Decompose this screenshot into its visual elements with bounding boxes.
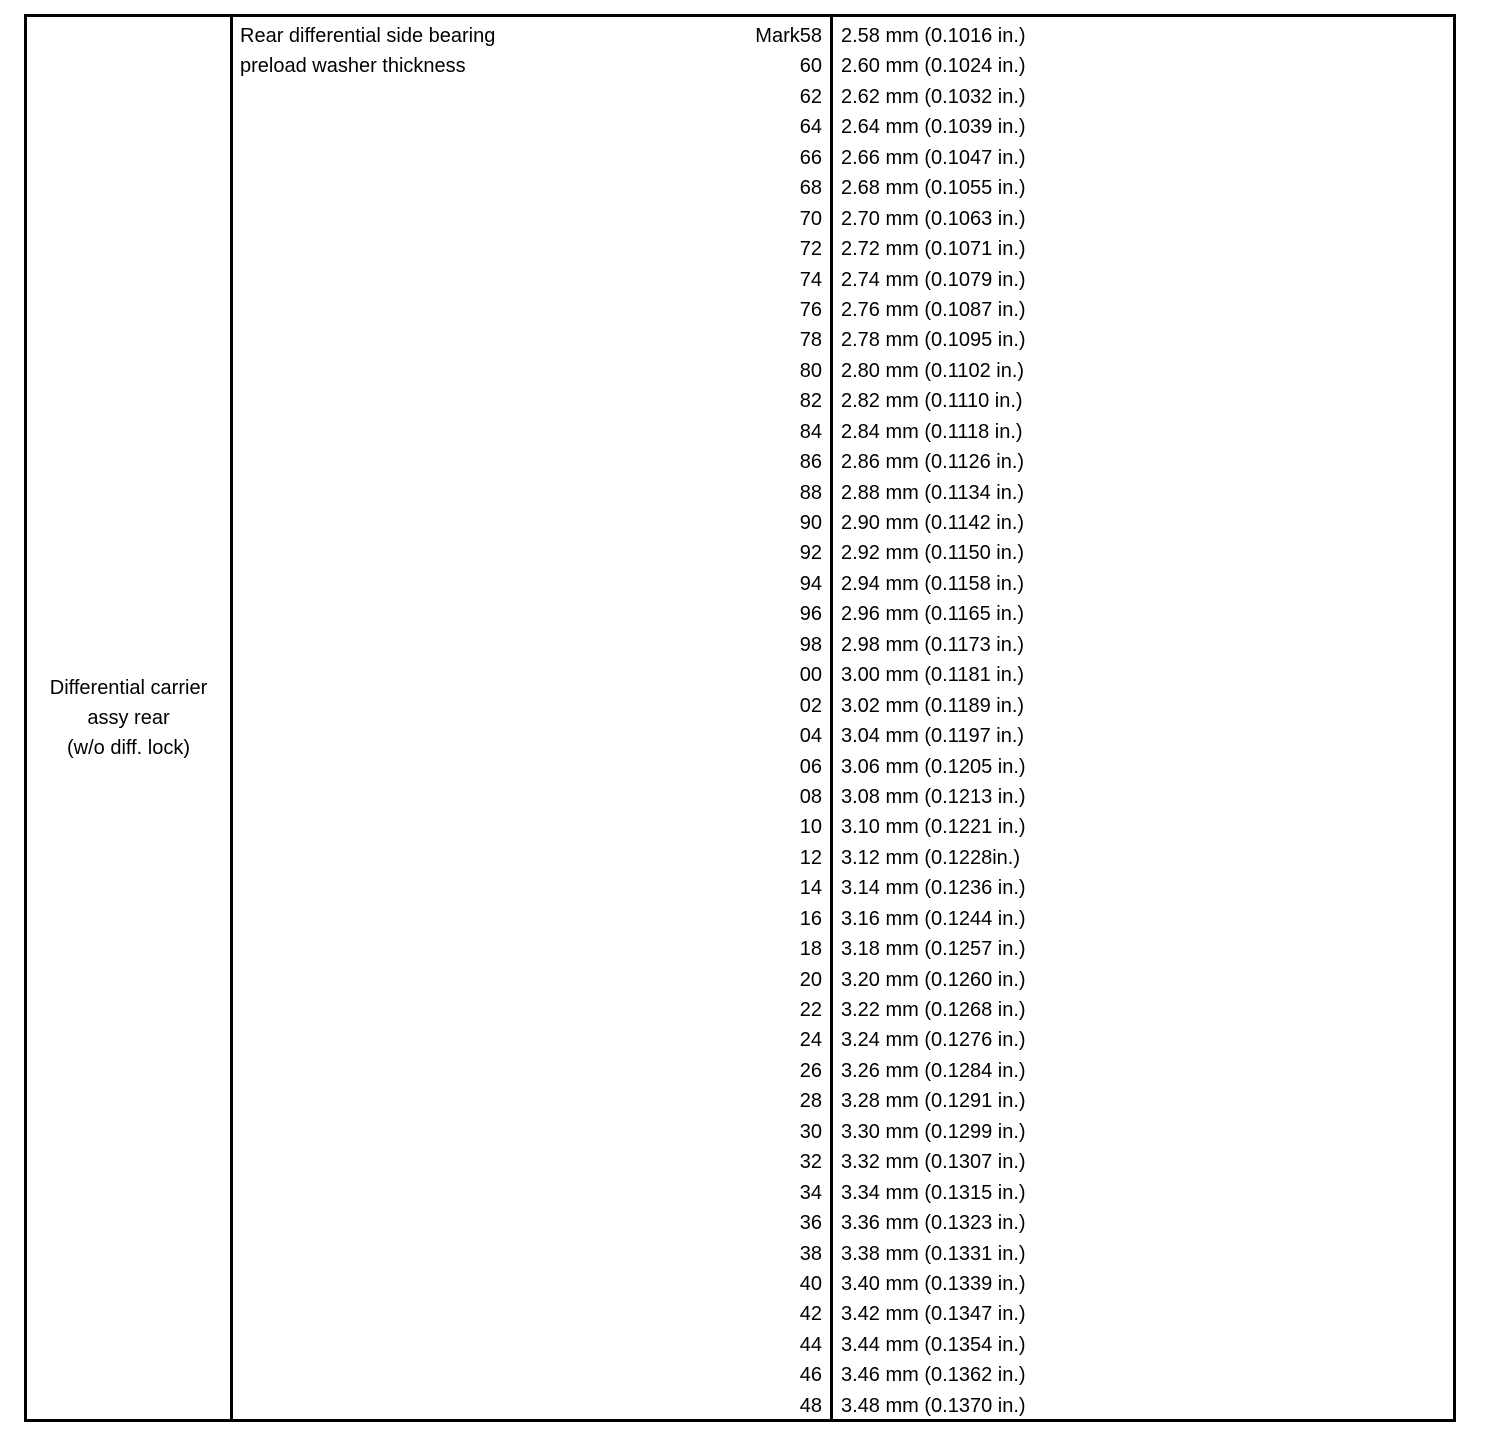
table-row [233, 630, 1453, 660]
table-row [233, 1056, 1453, 1086]
washer-thickness: 2.60 mm (0.1024 in.) [841, 55, 1026, 78]
washer-thickness: 3.36 mm (0.1323 in.) [841, 1212, 1026, 1235]
washer-mark: 68 [799, 177, 822, 200]
washer-mark: 88 [799, 481, 822, 504]
washer-thickness: 2.86 mm (0.1126 in.) [841, 451, 1025, 474]
washer-thickness: 3.46 mm (0.1362 in.) [841, 1364, 1026, 1387]
table-row [233, 1299, 1453, 1329]
table-row [233, 82, 1453, 112]
washer-mark: 74 [799, 268, 822, 291]
washer-thickness: 3.14 mm (0.1236 in.) [841, 877, 1026, 900]
washer-mark: 14 [799, 877, 822, 900]
washer-thickness: 2.58 mm (0.1016 in.) [841, 25, 1026, 47]
washer-thickness: 3.38 mm (0.1331 in.) [841, 1242, 1026, 1265]
washer-mark: 48 [799, 1394, 822, 1417]
washer-thickness: 2.90 mm (0.1142 in.) [841, 512, 1025, 534]
washer-list [233, 21, 1453, 1421]
table-row [233, 112, 1453, 142]
washer-thickness: 3.08 mm (0.1213 in.) [841, 785, 1026, 808]
washer-thickness: 3.02 mm (0.1189 in.) [841, 694, 1025, 717]
table-row [233, 1330, 1453, 1360]
washer-mark: 24 [799, 1029, 822, 1052]
table-row [233, 356, 1453, 386]
table-row [233, 812, 1453, 842]
table-row [233, 721, 1453, 751]
washer-thickness: 3.26 mm (0.1284 in.) [841, 1059, 1026, 1082]
component-name-line: assy rear [87, 707, 170, 729]
washer-mark: 60 [799, 55, 822, 78]
washer-mark: 66 [799, 146, 822, 169]
washer-mark: 04 [799, 725, 822, 748]
washer-thickness: 3.00 mm (0.1181 in.) [841, 664, 1025, 687]
washer-mark: 44 [799, 1333, 822, 1356]
washer-thickness: 2.64 mm (0.1039 in.) [841, 116, 1026, 139]
item-name-line: preload washer thickness [240, 55, 466, 78]
washer-thickness: 3.06 mm (0.1205 in.) [841, 755, 1026, 778]
table-row [233, 1391, 1453, 1421]
table-row [233, 1147, 1453, 1177]
washer-thickness: 2.96 mm (0.1165 in.) [841, 603, 1025, 626]
washer-thickness: 2.94 mm (0.1158 in.) [841, 572, 1025, 595]
spec-table [24, 14, 1456, 1422]
washer-thickness: 3.16 mm (0.1244 in.) [841, 907, 1026, 930]
table-row [233, 782, 1453, 812]
washer-mark: 40 [799, 1272, 822, 1295]
table-row [233, 417, 1453, 447]
table-row [233, 21, 1453, 51]
washer-thickness: 3.10 mm (0.1221 in.) [841, 816, 1026, 839]
table-row [233, 1269, 1453, 1299]
washer-thickness: 3.40 mm (0.1339 in.) [841, 1272, 1026, 1295]
washer-mark: 22 [799, 999, 822, 1021]
table-row [233, 873, 1453, 903]
washer-thickness: 3.28 mm (0.1291 in.) [841, 1090, 1026, 1113]
washer-mark: 10 [799, 816, 822, 839]
washer-thickness: 3.18 mm (0.1257 in.) [841, 938, 1026, 961]
table-row [233, 295, 1453, 325]
table-row [233, 234, 1453, 264]
washer-mark: 86 [799, 451, 822, 474]
washer-mark: 98 [799, 633, 822, 656]
table-row [233, 1208, 1453, 1238]
table-row [233, 965, 1453, 995]
washer-thickness: 2.84 mm (0.1118 in.) [841, 420, 1023, 443]
table-row [233, 325, 1453, 355]
table-row [233, 1360, 1453, 1390]
washer-thickness: 3.32 mm (0.1307 in.) [841, 1151, 1026, 1174]
washer-mark: 94 [799, 572, 822, 595]
washer-mark: 82 [799, 390, 822, 413]
washer-mark: 42 [799, 1303, 822, 1326]
washer-thickness: 3.24 mm (0.1276 in.) [841, 1029, 1026, 1052]
washer-mark: 32 [799, 1151, 822, 1174]
washer-mark: 36 [799, 1212, 822, 1235]
washer-mark: 28 [799, 1090, 822, 1113]
washer-thickness: 3.12 mm (0.1228in.) [841, 846, 1020, 869]
component-name-line: (w/o diff. lock) [67, 737, 190, 759]
washer-mark: 80 [799, 359, 822, 382]
washer-thickness: 3.42 mm (0.1347 in.) [841, 1303, 1026, 1326]
washer-thickness: 2.80 mm (0.1102 in.) [841, 359, 1025, 382]
component-name-line: Differential carrier [49, 677, 208, 699]
table-row [233, 660, 1453, 690]
washer-mark: 38 [799, 1242, 822, 1265]
table-row [233, 843, 1453, 873]
washer-thickness: 2.78 mm (0.1095 in.) [841, 329, 1026, 352]
washer-mark: 90 [799, 512, 822, 534]
washer-mark: 64 [799, 116, 822, 139]
table-row [233, 478, 1453, 508]
table-row [233, 1086, 1453, 1116]
washer-mark: 78 [799, 329, 822, 352]
table-row [233, 143, 1453, 173]
washer-mark: 08 [799, 785, 822, 808]
component-cell [27, 17, 230, 1419]
table-row [233, 1025, 1453, 1055]
washer-mark: Mark58 [755, 25, 822, 47]
table-row [233, 995, 1453, 1025]
washer-thickness: 3.22 mm (0.1268 in.) [841, 999, 1026, 1021]
table-row [233, 173, 1453, 203]
washer-thickness: 3.34 mm (0.1315 in.) [841, 1181, 1026, 1204]
washer-thickness: 3.04 mm (0.1197 in.) [841, 725, 1025, 748]
washer-mark: 76 [799, 298, 822, 321]
washer-thickness: 2.62 mm (0.1032 in.) [841, 85, 1026, 108]
table-row [233, 569, 1453, 599]
washer-mark: 72 [799, 238, 822, 261]
washer-thickness: 3.44 mm (0.1354 in.) [841, 1333, 1026, 1356]
washer-mark: 06 [799, 755, 822, 778]
table-row [233, 934, 1453, 964]
table-row [233, 1117, 1453, 1147]
washer-mark: 02 [799, 694, 822, 717]
washer-mark: 96 [799, 603, 822, 626]
washer-thickness: 2.88 mm (0.1134 in.) [841, 481, 1025, 504]
washer-thickness: 2.98 mm (0.1173 in.) [841, 633, 1025, 656]
washer-mark: 16 [799, 907, 822, 930]
washer-mark: 62 [799, 85, 822, 108]
table-row [233, 1239, 1453, 1269]
washer-thickness: 2.92 mm (0.1150 in.) [841, 542, 1025, 565]
table-row [233, 1178, 1453, 1208]
item-name-line: Rear differential side bearing [240, 25, 496, 47]
washer-thickness: 2.68 mm (0.1055 in.) [841, 177, 1026, 200]
table-row [233, 599, 1453, 629]
washer-thickness: 2.74 mm (0.1079 in.) [841, 268, 1026, 291]
washer-thickness: 3.30 mm (0.1299 in.) [841, 1120, 1026, 1143]
washer-mark: 26 [799, 1059, 822, 1082]
washer-thickness: 2.72 mm (0.1071 in.) [841, 238, 1026, 261]
washer-mark: 18 [799, 938, 822, 961]
table-row [233, 51, 1453, 81]
washer-mark: 20 [799, 968, 822, 991]
washer-thickness: 2.70 mm (0.1063 in.) [841, 207, 1026, 230]
table-row [233, 538, 1453, 568]
washer-thickness: 3.48 mm (0.1370 in.) [841, 1394, 1026, 1417]
table-row [233, 904, 1453, 934]
washer-thickness: 2.66 mm (0.1047 in.) [841, 146, 1026, 169]
washer-mark: 00 [799, 664, 822, 687]
washer-mark: 92 [799, 542, 822, 565]
washer-thickness: 2.76 mm (0.1087 in.) [841, 298, 1026, 321]
table-row [233, 386, 1453, 416]
washer-mark: 70 [799, 207, 822, 230]
washer-mark: 34 [799, 1181, 822, 1204]
washer-mark: 12 [799, 846, 822, 869]
table-row [233, 447, 1453, 477]
washer-mark: 46 [799, 1364, 822, 1387]
table-row [233, 691, 1453, 721]
table-row [233, 265, 1453, 295]
washer-thickness: 3.20 mm (0.1260 in.) [841, 968, 1026, 991]
washer-thickness: 2.82 mm (0.1110 in.) [841, 390, 1023, 413]
washer-mark: 30 [799, 1120, 822, 1143]
table-row [233, 752, 1453, 782]
washer-mark: 84 [799, 420, 822, 443]
table-row [233, 204, 1453, 234]
table-row [233, 508, 1453, 538]
